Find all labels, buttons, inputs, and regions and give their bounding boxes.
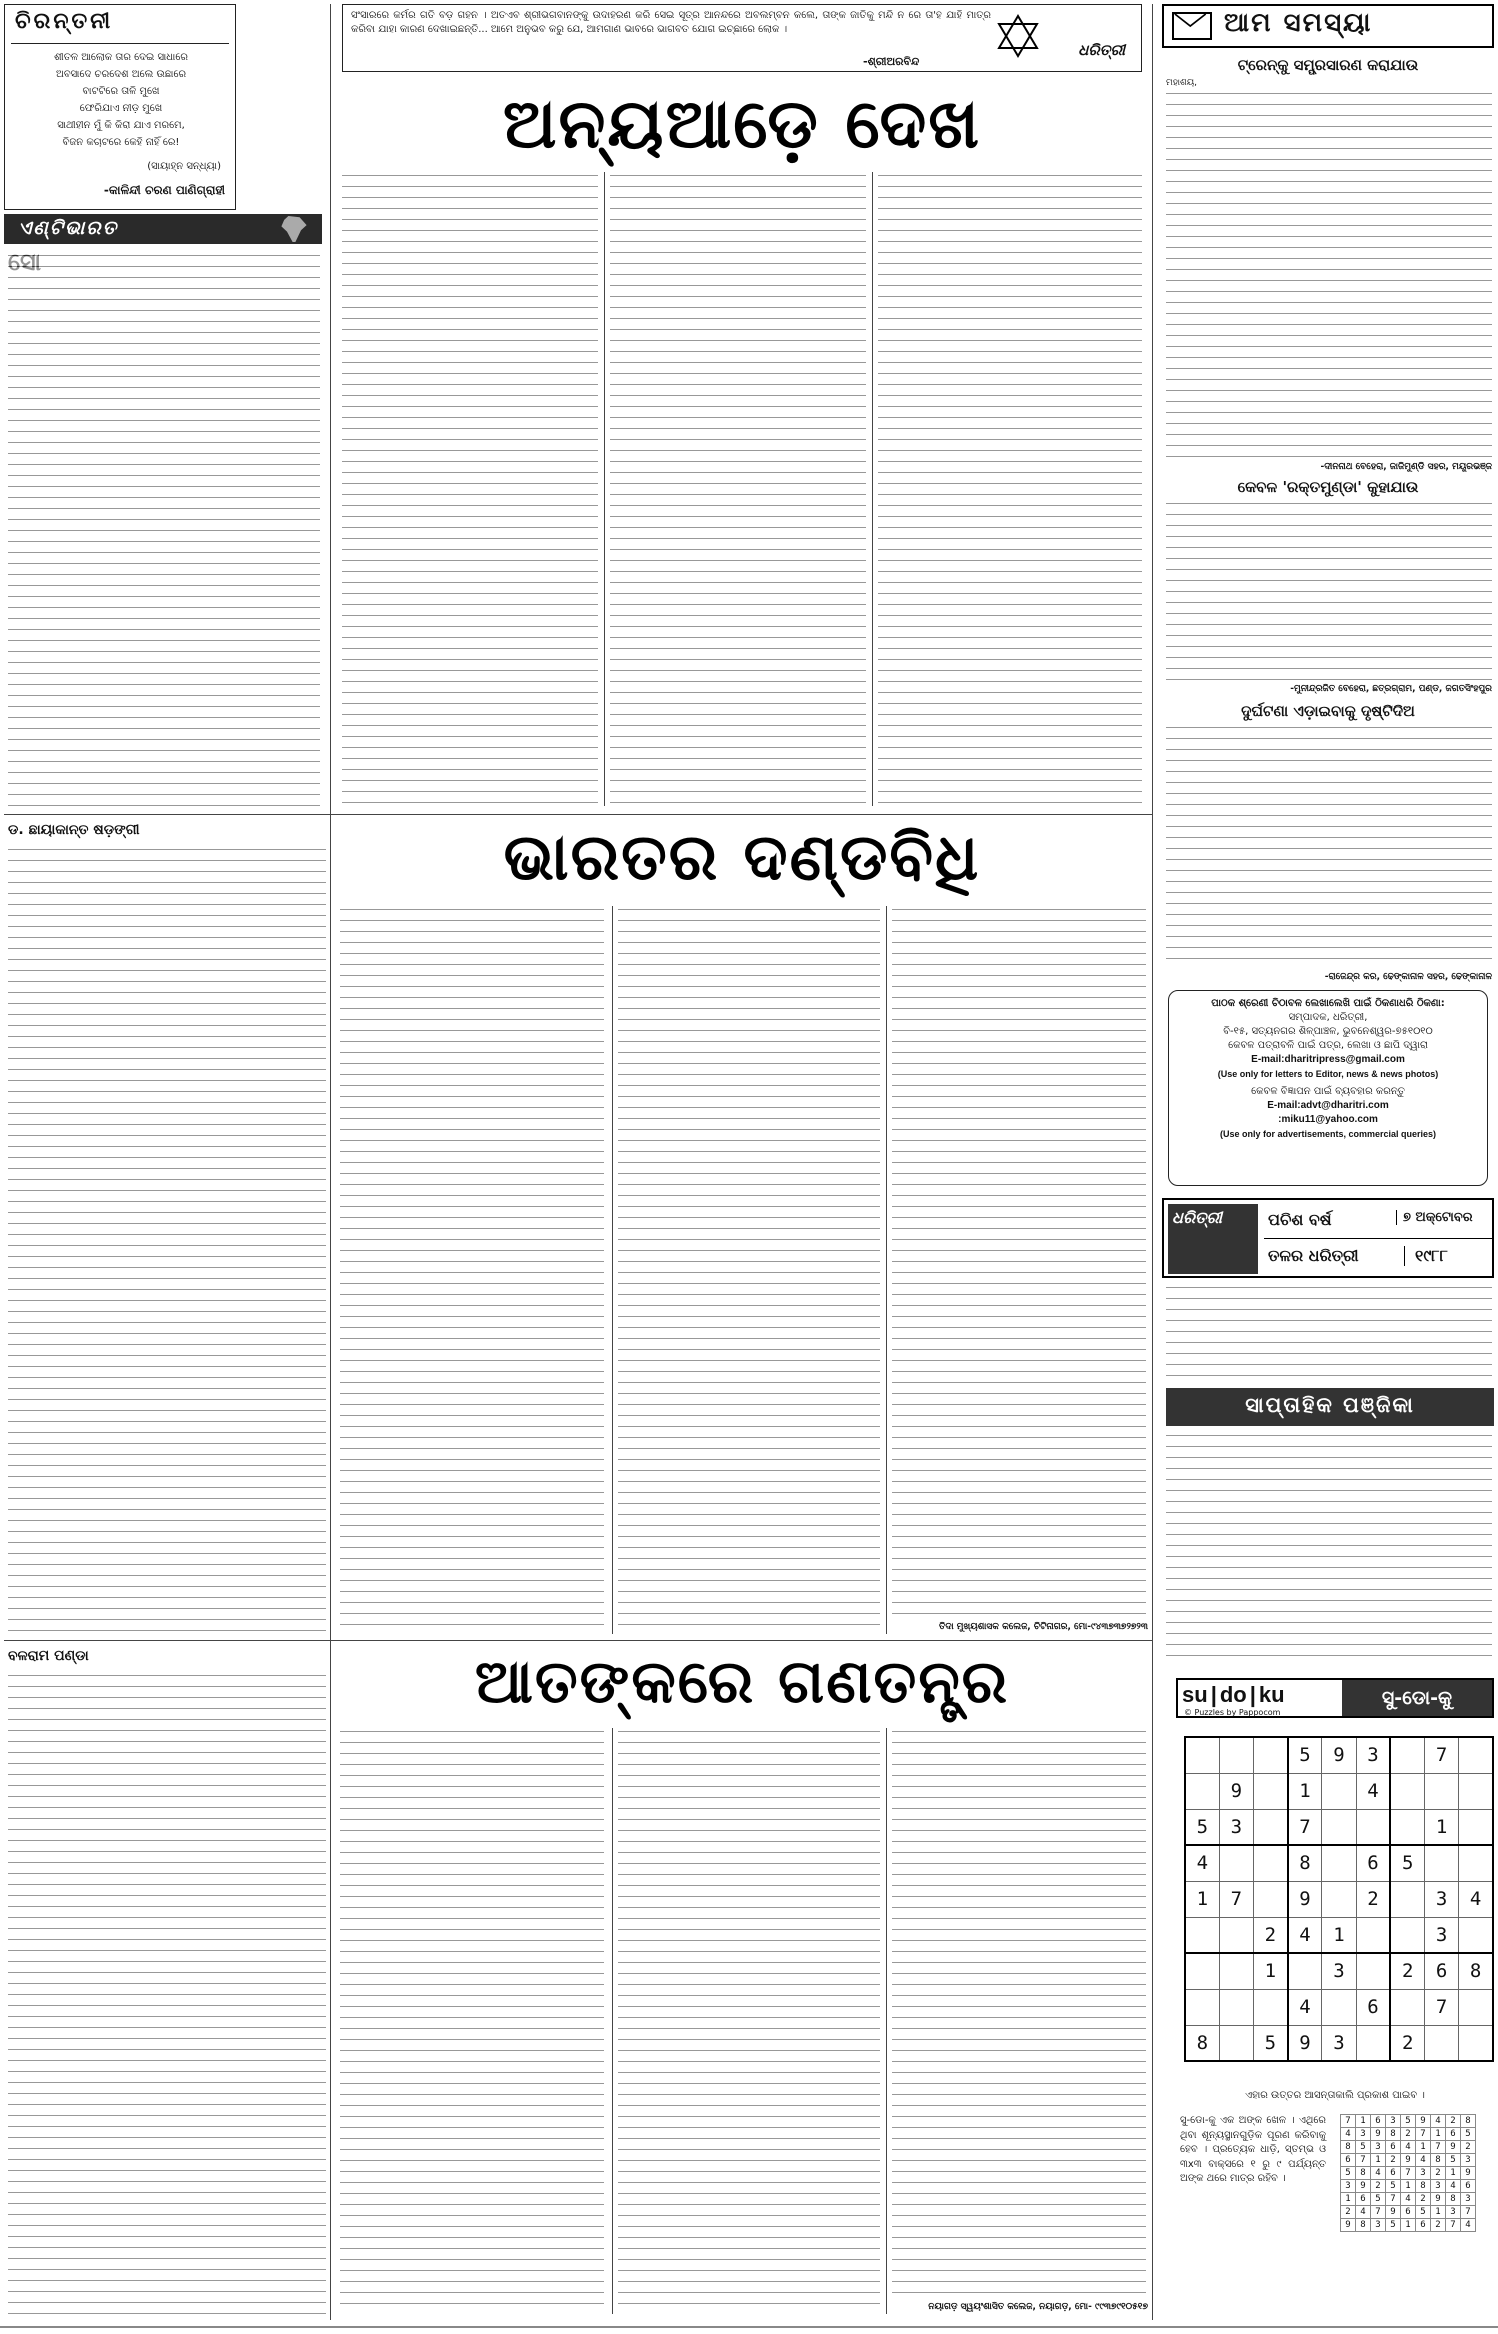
contact-intro: ପାଠକ ଶ୍ରେଣୀ ଚିଠାବଳ ଲେଖାଲେଖି ପାଇଁ ଠିକଣାଧରି ଠିକଣା:: [1211, 998, 1445, 1009]
sudoku-cell[interactable]: 1: [1288, 1773, 1322, 1809]
contact-line2: ବି-୧୫, ସତ୍ୟନଗର ଶିଳ୍ପାଞ୍ଚଳ, ଭୁବନେଶ୍ୱର-୭୫୧୦୧୦: [1223, 1026, 1433, 1037]
answer-cell: 8: [1461, 2115, 1476, 2128]
sudoku-cell[interactable]: [1185, 1989, 1219, 2025]
section-logo-text: ଏଣ୍ଟିଭାରତ: [18, 217, 119, 239]
sudoku-cell[interactable]: [1322, 1773, 1356, 1809]
answer-cell: 8: [1341, 2141, 1356, 2154]
sudoku-cell[interactable]: [1219, 1953, 1253, 1989]
answer-cell: 4: [1371, 2167, 1386, 2180]
answer-cell: 8: [1386, 2128, 1401, 2141]
weekly-title-bar: [1166, 1388, 1494, 1426]
sudoku-cell[interactable]: 6: [1356, 1989, 1390, 2025]
sudoku-note: ଏହାର ଉତ୍ତର ଆସନ୍ତାକାଲି ପ୍ରକାଶ ପାଇବ ।: [1245, 2090, 1425, 2101]
sudoku-cell[interactable]: 4: [1288, 1917, 1322, 1953]
answer-cell: 4: [1416, 2154, 1431, 2167]
answer-cell: 3: [1371, 2141, 1386, 2154]
answer-cell: 1: [1446, 2167, 1461, 2180]
envelope-icon: [1172, 12, 1212, 40]
sudoku-cell[interactable]: 3: [1322, 2025, 1356, 2061]
sudoku-cell[interactable]: [1219, 2025, 1253, 2061]
answer-cell: 3: [1446, 2206, 1461, 2219]
sudoku-cell[interactable]: [1253, 1845, 1287, 1881]
sudoku-cell[interactable]: 1: [1322, 1917, 1356, 1953]
sudoku-cell[interactable]: 1: [1253, 1953, 1287, 1989]
answer-cell: 2: [1446, 2115, 1461, 2128]
answer-cell: 2: [1386, 2154, 1401, 2167]
answer-cell: 2: [1461, 2141, 1476, 2154]
answer-cell: 8: [1446, 2193, 1461, 2206]
answer-cell: 1: [1371, 2154, 1386, 2167]
chirantani-box: [4, 4, 236, 210]
answer-cell: 7: [1446, 2219, 1461, 2232]
contact-email3-note: (Use only for advertisements, commercial queries): [1219, 1129, 1437, 1139]
letter3-signature: -ରାଜେନ୍ଦ୍ର କର, ଢେଙ୍କାନାଳ ସହର, ଢେଙ୍କାନାଳ: [1324, 972, 1492, 982]
sudoku-cell[interactable]: [1185, 1917, 1219, 1953]
answer-cell: 2: [1431, 2167, 1446, 2180]
letter3-headline: ଦୁର୍ଘଟଣା ଏଡ଼ାଇବାକୁ ଦୃଷ୍ଟିଦିଅ: [1241, 702, 1415, 720]
sudoku-cell[interactable]: [1288, 1953, 1322, 1989]
answer-cell: 6: [1461, 2180, 1476, 2193]
year-date: ୭ ଅକ୍ଟୋବର: [1396, 1210, 1473, 1225]
year-brand-logo: ଧରିତ୍ରୀ: [1168, 1204, 1258, 1274]
sudoku-cell[interactable]: 7: [1425, 1989, 1459, 2025]
answer-cell: 3: [1461, 2193, 1476, 2206]
year-years: ପଚିଶ ବର୍ଷ: [1268, 1210, 1332, 1229]
answer-cell: 5: [1341, 2167, 1356, 2180]
year-box: [1162, 1198, 1494, 1278]
answer-cell: 7: [1356, 2154, 1371, 2167]
logo-ku: ku: [1258, 1682, 1285, 1707]
answer-cell: 8: [1356, 2219, 1371, 2232]
sudoku-grid[interactable]: [1184, 1736, 1494, 2062]
answer-cell: 6: [1356, 2193, 1371, 2206]
sudoku-cell[interactable]: 3: [1219, 1809, 1253, 1845]
answer-cell: 9: [1356, 2180, 1371, 2193]
answer-cell: 1: [1431, 2128, 1446, 2141]
sudoku-cell[interactable]: [1253, 1809, 1287, 1845]
article2-col2: [340, 906, 604, 1634]
sudoku-cell[interactable]: [1390, 1989, 1424, 2025]
sudoku-cell[interactable]: 5: [1185, 1809, 1219, 1845]
sudoku-cell[interactable]: [1459, 1737, 1493, 1773]
article2-headline: ଭାରତର ଦଣ୍ଡବିଧି: [503, 820, 981, 895]
weekly-text: [1166, 1432, 1492, 1664]
logo-do: do: [1219, 1682, 1247, 1707]
sudoku-cell[interactable]: [1459, 2025, 1493, 2061]
sudoku-answer-grid: [1340, 2114, 1476, 2232]
sudoku-cell[interactable]: 1: [1185, 1881, 1219, 1917]
quote-brand: ଧରିତ୍ରୀ: [1078, 41, 1125, 59]
sudoku-cell[interactable]: 9: [1219, 1773, 1253, 1809]
poem-source: (ସାୟାହ୍ନ ସନ୍ଧ୍ୟା): [147, 161, 221, 172]
answer-cell: 5: [1386, 2180, 1401, 2193]
answer-cell: 2: [1416, 2193, 1431, 2206]
sudoku-cell[interactable]: 3: [1356, 1737, 1390, 1773]
answer-cell: 7: [1386, 2193, 1401, 2206]
sudoku-cell[interactable]: [1219, 1845, 1253, 1881]
sudoku-cell[interactable]: 4: [1288, 1989, 1322, 2025]
sudoku-cell[interactable]: 8: [1288, 1845, 1322, 1881]
star-of-david-icon: [995, 13, 1041, 59]
answer-cell: 3: [1416, 2167, 1431, 2180]
answer-cell: 8: [1416, 2180, 1431, 2193]
sudoku-cell[interactable]: [1253, 1737, 1287, 1773]
answer-cell: 7: [1461, 2206, 1476, 2219]
answer-cell: 9: [1431, 2193, 1446, 2206]
answer-cell: 8: [1356, 2167, 1371, 2180]
letter1-text: [1166, 90, 1492, 458]
sudoku-cell[interactable]: [1322, 1809, 1356, 1845]
sudoku-title: ସୁ-ଡୋ-କୁ: [1342, 1680, 1492, 1716]
article3-col2: [340, 1728, 604, 2314]
contact-email2[interactable]: E-mail:advt@dharitri.com: [1267, 1100, 1389, 1111]
sudoku-cell[interactable]: [1322, 1989, 1356, 2025]
sudoku-box: [1176, 1678, 1494, 2320]
answer-cell: 6: [1386, 2167, 1401, 2180]
answer-cell: 6: [1341, 2154, 1356, 2167]
answer-cell: 3: [1371, 2219, 1386, 2232]
sudoku-cell[interactable]: 9: [1288, 2025, 1322, 2061]
article3-footer: ନୟାଗଡ଼ ସ୍ୱୟଂଶାସିତ କଲେଜ, ନୟାଗଡ଼, ମୋ- ୯୯୩୭୯୧୦୫୧୭: [928, 2302, 1148, 2312]
sudoku-cell[interactable]: [1356, 1809, 1390, 1845]
sudoku-cell[interactable]: 8: [1185, 2025, 1219, 2061]
sudoku-cell[interactable]: [1322, 1881, 1356, 1917]
article2-col3: [618, 906, 880, 1634]
sudoku-cell[interactable]: [1253, 1989, 1287, 2025]
sudoku-cell[interactable]: 6: [1425, 1953, 1459, 1989]
answer-cell: 3: [1341, 2180, 1356, 2193]
sudoku-cell[interactable]: 4: [1185, 1845, 1219, 1881]
sudoku-cell[interactable]: 5: [1390, 1845, 1424, 1881]
answer-cell: 1: [1356, 2115, 1371, 2128]
sudoku-cell[interactable]: [1425, 1845, 1459, 1881]
section-logo-banner: [4, 214, 322, 244]
answer-cell: 1: [1431, 2206, 1446, 2219]
sudoku-cell[interactable]: 3: [1425, 1917, 1459, 1953]
answer-cell: 1: [1401, 2180, 1416, 2193]
sudoku-cell[interactable]: 8: [1459, 1953, 1493, 1989]
sudoku-cell[interactable]: [1219, 1917, 1253, 1953]
article3-col4: [892, 1728, 1146, 2298]
sudoku-header: [1176, 1678, 1494, 1718]
answer-cell: 5: [1446, 2154, 1461, 2167]
answer-cell: 1: [1341, 2193, 1356, 2206]
article3-col3: [618, 1728, 880, 2314]
year-label: ତଳର ଧରିତ୍ରୀ: [1268, 1246, 1359, 1265]
sudoku-cell[interactable]: [1219, 1989, 1253, 2025]
sudoku-cell[interactable]: 5: [1253, 2025, 1287, 2061]
answer-cell: 3: [1356, 2128, 1371, 2141]
answer-cell: 9: [1371, 2128, 1386, 2141]
answer-cell: 2: [1371, 2180, 1386, 2193]
article2-footer: ତିଦା ମୁଖ୍ୟଶାସକ କଲେଜ, ଚିଟିନାଗର, ମୋ-୯୪୩୭୩୭୨୭୨୩: [939, 1622, 1148, 1632]
answer-cell: 9: [1416, 2115, 1431, 2128]
contact-box: [1168, 990, 1488, 1186]
letter1-headline: ଟ୍ରେନ୍‌କୁ ସମ୍ପ୍ରସାରଣ କରାଯାଉ: [1237, 56, 1419, 74]
answer-cell: 3: [1431, 2180, 1446, 2193]
sudoku-cell[interactable]: 9: [1288, 1881, 1322, 1917]
sudoku-cell[interactable]: 2: [1253, 1917, 1287, 1953]
article3-col1: [8, 1672, 326, 2314]
year-notes: [1166, 1284, 1492, 1380]
answer-cell: 5: [1386, 2219, 1401, 2232]
letter2-headline: କେବଳ 'ରକ୍ତମୁଣ୍ଡା' କୁହାଯାଉ: [1237, 478, 1419, 496]
letter1-salutation: ମହାଶୟ,: [1166, 78, 1198, 88]
sudoku-cell[interactable]: [1356, 2025, 1390, 2061]
article2-col4: [892, 906, 1146, 1618]
sudoku-cell[interactable]: [1459, 1809, 1493, 1845]
sudoku-cell[interactable]: 4: [1356, 1773, 1390, 1809]
answer-cell: 5: [1371, 2193, 1386, 2206]
article2-author: ଡ. ଛାୟାକାନ୍ତ ଷଡ଼ଙ୍ଗୀ: [8, 822, 140, 838]
sudoku-cell[interactable]: [1253, 1881, 1287, 1917]
answer-cell: 1: [1416, 2141, 1431, 2154]
quote-text: ସଂସାରରେ କର୍ମର ଗତି ବଡ଼ ଗହନ । ଅତଏବ ଶ୍ରୀଭଗବାନଙ୍କୁ ଉଦାହରଣ କରି ସେଇ ସୂତ୍ର ଆନନ୍ଦରେ ଅବଲମ୍ବନ କଲେ, ତାଙ୍କ ଜାତିକୁ ମନ୍ଦି ନ ରେ ତା'ହ ଯାହି ମାତ୍ର କରିବା ଯାହା କାରଣ ଦେଖାଇଛନ୍ତି... ଆମେ ଅନୁଭବ କରୁ ଯେ, ଆମଗାଣ ଭାବରେ ଭାଗବତ ଯୋଗ ଇଚ୍ଛାରେ ଲୋକ ।: [351, 10, 991, 35]
sudoku-cell[interactable]: 4: [1459, 1881, 1493, 1917]
letters-header: [1162, 4, 1494, 48]
poem-author: -କାଳିନ୍ଦୀ ଚରଣ ପାଣିଗ୍ରାହୀ: [103, 183, 225, 197]
sudoku-cell[interactable]: [1459, 1917, 1493, 1953]
sudoku-instructions: ସୁ-ଡୋ-କୁ ଏକ ଅଙ୍କ ଖେଳ । ଏଥିରେ ଥିବା ଶୂନ୍ୟସ୍ଥାନଗୁଡ଼ିକ ପୂରଣ କରିବାକୁ ହେବ । ପ୍ରତ୍ୟେକ ଧାଡ଼ି, ସ୍ତମ୍ଭ ଓ ୩x୩ ବାକ୍ସରେ ୧ ରୁ ୯ ପର୍ଯ୍ୟନ୍ତ ଅଙ୍କ ଥରେ ମାତ୍ର ରହିବ ।: [1180, 2115, 1326, 2184]
logo-su: su: [1182, 1682, 1208, 1707]
sudoku-cell[interactable]: [1425, 1773, 1459, 1809]
answer-cell: 5: [1461, 2128, 1476, 2141]
answer-cell: 8: [1431, 2154, 1446, 2167]
sudoku-cell[interactable]: [1219, 1737, 1253, 1773]
answer-cell: 7: [1416, 2128, 1431, 2141]
answer-cell: 9: [1446, 2141, 1461, 2154]
sudoku-cell[interactable]: [1322, 1845, 1356, 1881]
contact-line1: ସମ୍ପାଦକ, ଧରିତ୍ରୀ,: [1288, 1012, 1368, 1023]
chirantani-poem: ଶୀତଳ ଆଲୋକ ତାର ଦେଇ ସାଧାରେ ଅବସାଦେ ଚରଦେଶ ଅଲେ ଉଛାରେ ବାଟଟିରେ ତାଳି ମୁଖେ ଫେରିଯାଏ ନୀଡ଼ ମୁଖେ ସାଥୀହୀନ ମୁଁ କି କିରା ଯାଏ ମରମେ, ବିଜନ କଚାଟରେ କେହି ନାହିଁ ରେ!: [54, 52, 188, 148]
sudoku-cell[interactable]: [1356, 1917, 1390, 1953]
sudoku-cell[interactable]: [1459, 1989, 1493, 2025]
article1-headline: ଅନ୍ୟଆଡ଼େ ଦେଖ: [502, 84, 982, 164]
letter2-signature: -ମୁନୀନ୍ଦ୍ରଜିତ ବେହେରା, ଛତ୍ରଗ୍ରାମ, ପଣ୍ଡ, ଜଗତସିଂହପୁର: [1290, 684, 1492, 694]
answer-cell: 9: [1341, 2219, 1356, 2232]
year-year: ୧୯୮୮: [1404, 1246, 1448, 1266]
chirantani-title: ଚିରନ୍ତନୀ: [15, 9, 114, 34]
sudoku-cell[interactable]: 2: [1390, 1953, 1424, 1989]
sudoku-cell[interactable]: 7: [1288, 1809, 1322, 1845]
sudoku-cell[interactable]: [1459, 1845, 1493, 1881]
sudoku-cell[interactable]: [1185, 1737, 1219, 1773]
answer-cell: 7: [1401, 2167, 1416, 2180]
quote-box: [342, 4, 1142, 72]
weekly-title: ସାପ୍ତାହିକ ପଞ୍ଜିକା: [1245, 1393, 1415, 1417]
sudoku-cell[interactable]: 3: [1425, 1881, 1459, 1917]
sudoku-cell[interactable]: 7: [1219, 1881, 1253, 1917]
answer-cell: 6: [1446, 2128, 1461, 2141]
letters-title: ଆମ ସମସ୍ୟା: [1224, 8, 1373, 38]
answer-cell: 6: [1401, 2206, 1416, 2219]
sudoku-cell[interactable]: 1: [1425, 1809, 1459, 1845]
sudoku-cell[interactable]: 2: [1356, 1881, 1390, 1917]
article1-col3: [878, 172, 1142, 806]
article3-headline: ଆତଙ୍କରେ ଗଣତନ୍ତ୍ର: [474, 1647, 1010, 1717]
answer-cell: 2: [1431, 2219, 1446, 2232]
answer-cell: 2: [1341, 2206, 1356, 2219]
sudoku-cell[interactable]: [1459, 1773, 1493, 1809]
answer-cell: 5: [1401, 2115, 1416, 2128]
answer-cell: 3: [1386, 2115, 1401, 2128]
sudoku-cell[interactable]: 7: [1425, 1737, 1459, 1773]
sudoku-cell[interactable]: [1425, 2025, 1459, 2061]
answer-cell: 5: [1416, 2206, 1431, 2219]
answer-cell: 6: [1416, 2219, 1431, 2232]
answer-cell: 4: [1461, 2219, 1476, 2232]
answer-cell: 9: [1386, 2206, 1401, 2219]
contact-line3: କେବଳ ପତ୍ରାବଳି ପାଇଁ ପତ୍ର, ଲେଖା ଓ ଛାପି ଦ୍ୱାରା: [1228, 1040, 1428, 1051]
answer-cell: 6: [1371, 2115, 1386, 2128]
sudoku-cell[interactable]: [1185, 1773, 1219, 1809]
answer-cell: 4: [1401, 2193, 1416, 2206]
answer-cell: 9: [1401, 2154, 1416, 2167]
answer-cell: 4: [1431, 2115, 1446, 2128]
answer-cell: 4: [1356, 2206, 1371, 2219]
sudoku-cell[interactable]: [1253, 1773, 1287, 1809]
quote-author: -ଶ୍ରୀଅରବିନ୍ଦ: [863, 55, 920, 68]
answer-cell: 2: [1401, 2128, 1416, 2141]
contact-email1-note: (Use only for letters to Editor, news & news photos): [1217, 1069, 1439, 1079]
article1-col2: [610, 172, 866, 806]
article2-col1: [8, 846, 326, 1634]
sudoku-cell[interactable]: 2: [1390, 2025, 1424, 2061]
answer-cell: 4: [1341, 2128, 1356, 2141]
sudoku-cell[interactable]: 3: [1322, 1953, 1356, 1989]
sudoku-cell[interactable]: 9: [1322, 1737, 1356, 1773]
answer-cell: 6: [1386, 2141, 1401, 2154]
sudoku-cell[interactable]: 6: [1356, 1845, 1390, 1881]
left-article-text: [8, 252, 320, 814]
sudoku-cell[interactable]: [1390, 1881, 1424, 1917]
sudoku-cell[interactable]: [1356, 1953, 1390, 1989]
answer-cell: 7: [1431, 2141, 1446, 2154]
answer-cell: 1: [1401, 2219, 1416, 2232]
letter3-text: [1166, 724, 1492, 968]
letter1-signature: -ଦୀନନାଥ ବେହେରା, ଜାଜିମୁଣ୍ଡି ସହର, ମୟୂରଭଞ୍ଜ: [1320, 462, 1492, 472]
answer-cell: 7: [1341, 2115, 1356, 2128]
contact-line4: କେବଳ ବିଜ୍ଞାପନ ପାଇଁ ବ୍ୟବହାର କରନ୍ତୁ: [1251, 1086, 1405, 1097]
sudoku-logo: su | do | ku: [1182, 1682, 1285, 1707]
answer-cell: 3: [1461, 2154, 1476, 2167]
article1-col1: [342, 172, 598, 806]
contact-email1[interactable]: E-mail:dharitripress@gmail.com: [1251, 1054, 1405, 1065]
india-map-icon: [280, 216, 308, 242]
answer-cell: 9: [1461, 2167, 1476, 2180]
article3-author: ବଳରାମ ପଣ୍ଡା: [8, 1648, 89, 1664]
sudoku-cell[interactable]: [1390, 1737, 1424, 1773]
answer-cell: 7: [1371, 2206, 1386, 2219]
sudoku-cell[interactable]: [1390, 1809, 1424, 1845]
sudoku-cell[interactable]: 5: [1288, 1737, 1322, 1773]
sudoku-cell[interactable]: [1390, 1917, 1424, 1953]
bottom-rule: [0, 2322, 1498, 2334]
sudoku-cell[interactable]: [1390, 1773, 1424, 1809]
letter2-text: [1166, 500, 1492, 680]
contact-email3[interactable]: :miku11@yahoo.com: [1278, 1114, 1378, 1125]
answer-cell: 5: [1356, 2141, 1371, 2154]
answer-cell: 4: [1446, 2180, 1461, 2193]
sudoku-cell[interactable]: [1185, 1953, 1219, 1989]
sudoku-credit: © Puzzles by Pappocom: [1184, 1708, 1281, 1717]
answer-cell: 4: [1401, 2141, 1416, 2154]
